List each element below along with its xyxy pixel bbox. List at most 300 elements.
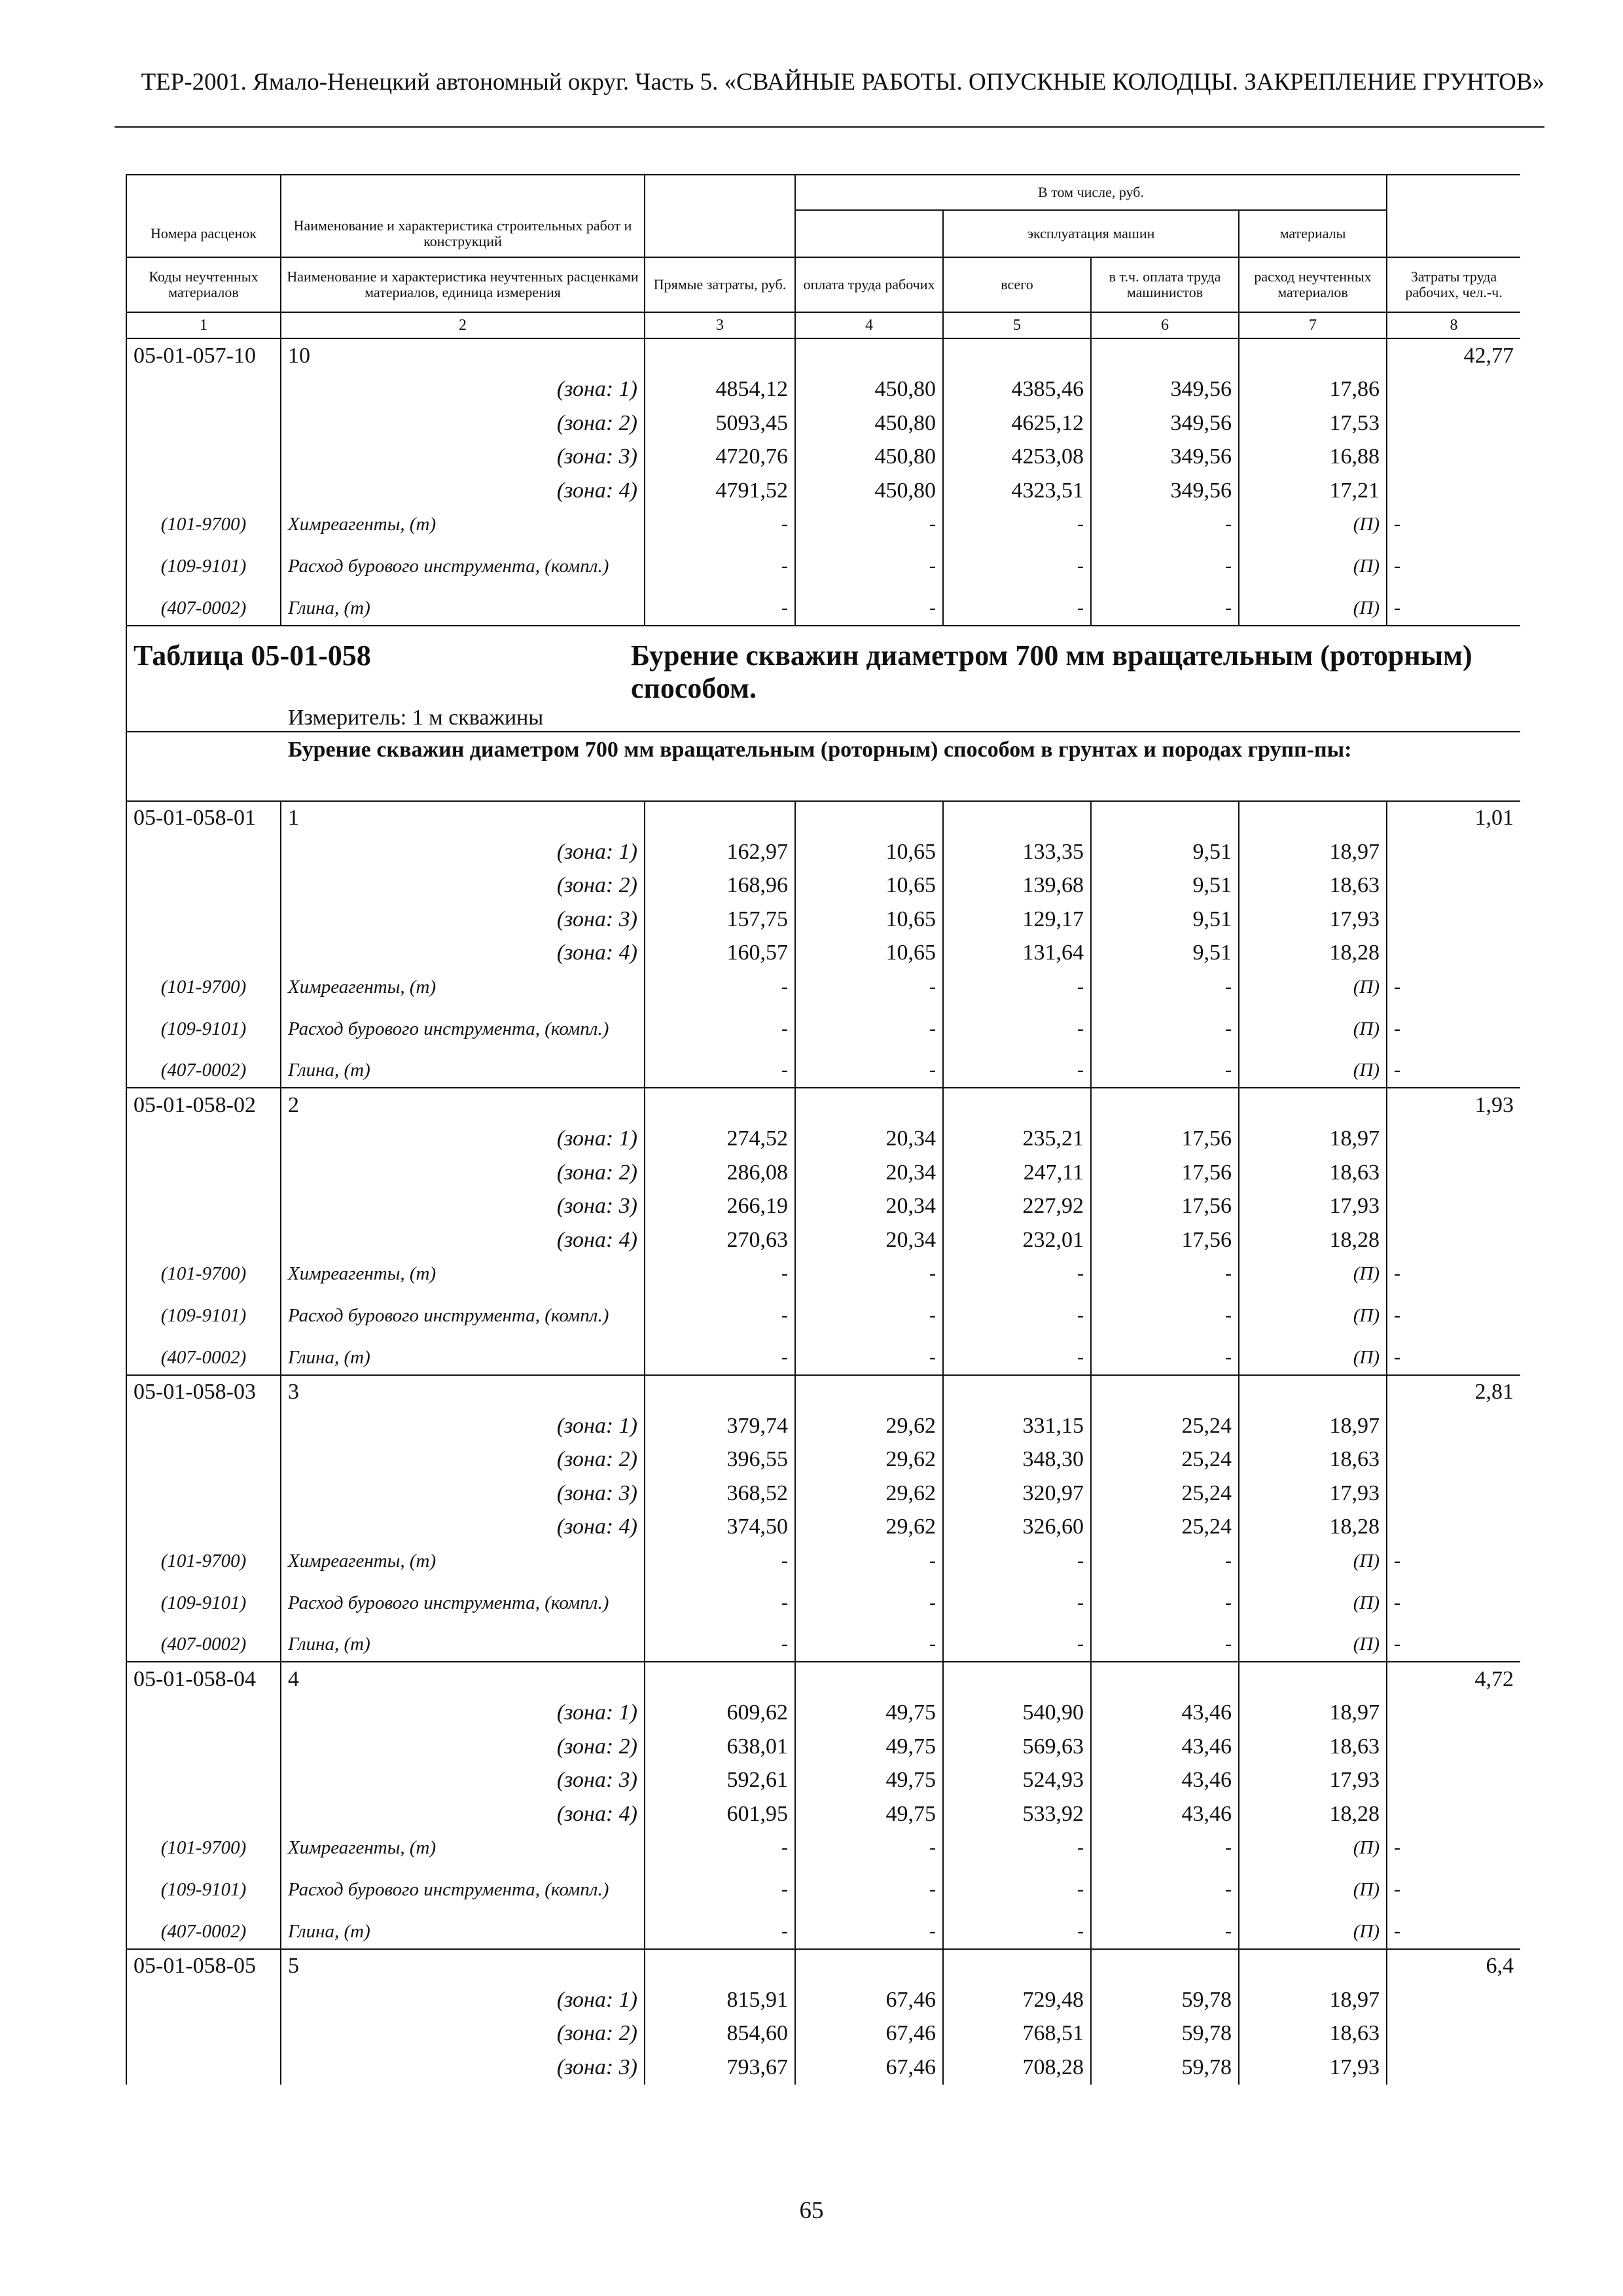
machines-total: 4385,46 (943, 373, 1091, 407)
machines-total: 331,15 (943, 1409, 1091, 1443)
operators-pay: 349,56 (1091, 474, 1239, 508)
dash-cell: - (1387, 1257, 1520, 1291)
dash-cell: - (1091, 970, 1239, 1004)
labor-costs: 42,77 (1387, 338, 1520, 373)
resource-name: Химреагенты, (т) (281, 508, 645, 542)
header-blank (645, 175, 795, 210)
operators-pay: 9,51 (1091, 869, 1239, 903)
empty-cell (126, 2051, 281, 2085)
empty-cell (943, 801, 1091, 836)
workers-pay: 10,65 (795, 835, 943, 869)
soil-group: 4 (281, 1662, 645, 1696)
direct-costs: 270,63 (645, 1223, 795, 1257)
dash-cell: - (1387, 1291, 1520, 1340)
dash-cell: - (943, 541, 1091, 591)
empty-cell (1387, 1477, 1520, 1511)
zone-label: (зона: 2) (281, 869, 645, 903)
resource-code: (109-9101) (126, 1578, 281, 1628)
dash-cell: - (1091, 1831, 1239, 1865)
zone-label: (зона: 1) (281, 373, 645, 407)
materials-cost: 17,93 (1239, 903, 1387, 937)
operators-pay: 59,78 (1091, 1983, 1239, 2017)
empty-cell (795, 801, 943, 836)
operators-pay: 349,56 (1091, 440, 1239, 475)
machines-total: 524,93 (943, 1764, 1091, 1798)
zone-row (126, 474, 1520, 508)
header-machine-operation: эксплуатация машин (943, 210, 1239, 257)
zone-label: (зона: 4) (281, 1511, 645, 1545)
empty-cell (126, 937, 281, 971)
zone-label: (зона: 4) (281, 1223, 645, 1257)
rate-row (126, 1375, 1520, 1410)
dash-cell: - (1091, 1914, 1239, 1949)
dash-cell: - (1387, 1914, 1520, 1949)
rates-page (126, 174, 1520, 2138)
materials-cost: 17,86 (1239, 373, 1387, 407)
materials-cost: 17,93 (1239, 2051, 1387, 2085)
dash-cell: - (795, 1004, 943, 1054)
machines-total: 320,97 (943, 1477, 1091, 1511)
machines-total: 227,92 (943, 1190, 1091, 1224)
soil-group: 10 (281, 338, 645, 373)
empty-cell (1387, 2017, 1520, 2051)
empty-cell (126, 903, 281, 937)
empty-cell (1387, 1156, 1520, 1190)
dash-cell: - (943, 970, 1091, 1004)
zone-label: (зона: 3) (281, 1190, 645, 1224)
dash-cell: - (1091, 1865, 1239, 1914)
resource-code: (407-0002) (126, 1340, 281, 1375)
empty-cell (1387, 1443, 1520, 1477)
materials-cost: 16,88 (1239, 440, 1387, 475)
operators-pay: 43,46 (1091, 1797, 1239, 1831)
zone-label: (зона: 2) (281, 1156, 645, 1190)
empty-cell (126, 1696, 281, 1731)
resource-row (126, 1544, 1520, 1578)
dash-cell: - (1387, 591, 1520, 626)
workers-pay: 10,65 (795, 937, 943, 971)
zone-label: (зона: 1) (281, 1122, 645, 1157)
zone-row (126, 1696, 1520, 1731)
unaccounted-mark: (П) (1239, 1291, 1387, 1340)
rate-code: 05-01-058-05 (126, 1949, 281, 1984)
machines-total: 326,60 (943, 1511, 1091, 1545)
workers-pay: 10,65 (795, 903, 943, 937)
materials-cost: 17,53 (1239, 406, 1387, 440)
header-workers-pay: оплата труда рабочих (795, 257, 943, 312)
direct-costs: 162,97 (645, 835, 795, 869)
resource-name: Химреагенты, (т) (281, 1831, 645, 1865)
zone-row (126, 1156, 1520, 1190)
empty-cell (645, 338, 795, 373)
column-number: 2 (281, 312, 645, 338)
zone-label: (зона: 4) (281, 1797, 645, 1831)
direct-costs: 168,96 (645, 869, 795, 903)
direct-costs: 160,57 (645, 937, 795, 971)
materials-cost: 17,93 (1239, 1190, 1387, 1224)
machines-total: 569,63 (943, 1730, 1091, 1764)
rate-row (126, 338, 1520, 373)
empty-cell (126, 1122, 281, 1157)
empty-cell (126, 1477, 281, 1511)
dash-cell: - (795, 1544, 943, 1578)
dash-cell: - (795, 508, 943, 542)
dash-cell: - (795, 970, 943, 1004)
direct-costs: 4791,52 (645, 474, 795, 508)
empty-cell (1239, 1088, 1387, 1122)
header-materials: материалы (1239, 210, 1387, 257)
dash-cell: - (943, 1257, 1091, 1291)
dash-cell: - (943, 1054, 1091, 1088)
empty-cell (126, 1223, 281, 1257)
resource-code: (101-9700) (126, 1831, 281, 1865)
column-number: 4 (795, 312, 943, 338)
zone-label: (зона: 2) (281, 1730, 645, 1764)
direct-costs: 286,08 (645, 1156, 795, 1190)
zone-label: (зона: 3) (281, 1764, 645, 1798)
empty-cell (795, 1088, 943, 1122)
table-title: Бурение скважин диаметром 700 мм вращательным (роторным) способом. (631, 639, 1472, 704)
header-including-rub: В том числе, руб. (795, 175, 1387, 210)
dash-cell: - (645, 1004, 795, 1054)
dash-cell: - (1091, 1340, 1239, 1375)
dash-cell: - (795, 1340, 943, 1375)
table-label: Таблица 05-01-058 (134, 639, 371, 672)
empty-cell (1387, 440, 1520, 475)
rate-code: 05-01-058-01 (126, 801, 281, 836)
labor-costs: 6,4 (1387, 1949, 1520, 1984)
dash-cell: - (645, 970, 795, 1004)
rate-code: 05-01-058-04 (126, 1662, 281, 1696)
soil-group: 3 (281, 1375, 645, 1410)
materials-cost: 17,93 (1239, 1764, 1387, 1798)
dash-cell: - (943, 508, 1091, 542)
workers-pay: 67,46 (795, 1983, 943, 2017)
empty-cell (126, 406, 281, 440)
rate-row (126, 1088, 1520, 1122)
dash-cell: - (1091, 508, 1239, 542)
zone-row (126, 2017, 1520, 2051)
empty-cell (1387, 903, 1520, 937)
zone-row (126, 1730, 1520, 1764)
unaccounted-mark: (П) (1239, 1578, 1387, 1628)
resource-code: (407-0002) (126, 591, 281, 626)
machines-total: 4625,12 (943, 406, 1091, 440)
rates-table (126, 174, 1520, 2085)
empty-cell (1239, 1375, 1387, 1410)
zone-row (126, 440, 1520, 475)
machines-total: 129,17 (943, 903, 1091, 937)
materials-cost: 18,97 (1239, 1409, 1387, 1443)
empty-cell (126, 1511, 281, 1545)
dash-cell: - (645, 541, 795, 591)
dash-cell: - (1091, 1628, 1239, 1662)
dash-cell: - (1387, 1831, 1520, 1865)
rate-row (126, 801, 1520, 836)
empty-cell (1239, 1662, 1387, 1696)
direct-costs: 638,01 (645, 1730, 795, 1764)
dash-cell: - (645, 1865, 795, 1914)
resource-row (126, 1004, 1520, 1054)
materials-cost: 18,97 (1239, 1983, 1387, 2017)
workers-pay: 450,80 (795, 440, 943, 475)
unaccounted-mark: (П) (1239, 1628, 1387, 1662)
header-unaccounted-name: Наименование и характеристика неучтенных расценками материалов, единица измерения (281, 257, 645, 312)
empty-cell (126, 2017, 281, 2051)
operators-pay: 9,51 (1091, 937, 1239, 971)
dash-cell: - (1091, 1578, 1239, 1628)
zone-label: (зона: 4) (281, 474, 645, 508)
machines-total: 533,92 (943, 1797, 1091, 1831)
direct-costs: 5093,45 (645, 406, 795, 440)
resource-row (126, 1865, 1520, 1914)
soil-group: 5 (281, 1949, 645, 1984)
empty-cell (1091, 1375, 1239, 1410)
direct-costs: 379,74 (645, 1409, 795, 1443)
header-unaccounted-codes: Коды неучтенных материалов (126, 257, 281, 312)
materials-cost: 18,28 (1239, 1797, 1387, 1831)
dash-cell: - (795, 591, 943, 626)
empty-cell (126, 1409, 281, 1443)
materials-cost: 18,97 (1239, 835, 1387, 869)
rate-code: 05-01-057-10 (126, 338, 281, 373)
resource-code: (101-9700) (126, 1257, 281, 1291)
column-number: 6 (1091, 312, 1239, 338)
empty-cell (126, 474, 281, 508)
zone-label: (зона: 4) (281, 937, 645, 971)
empty-cell (126, 1983, 281, 2017)
empty-cell (1091, 338, 1239, 373)
rate-code: 05-01-058-02 (126, 1088, 281, 1122)
empty-cell (943, 338, 1091, 373)
direct-costs: 374,50 (645, 1511, 795, 1545)
resource-name: Химреагенты, (т) (281, 1257, 645, 1291)
empty-cell (1091, 1662, 1239, 1696)
empty-cell (1387, 373, 1520, 407)
resource-name: Расход бурового инструмента, (компл.) (281, 541, 645, 591)
dash-cell: - (1387, 1628, 1520, 1662)
direct-costs: 854,60 (645, 2017, 795, 2051)
header-operators-pay: в т.ч. оплата труда машинистов (1091, 257, 1239, 312)
resource-name: Расход бурового инструмента, (компл.) (281, 1865, 645, 1914)
operators-pay: 59,78 (1091, 2017, 1239, 2051)
page-number: 65 (799, 2197, 824, 2224)
zone-row (126, 1477, 1520, 1511)
direct-costs: 592,61 (645, 1764, 795, 1798)
direct-costs: 157,75 (645, 903, 795, 937)
operators-pay: 17,56 (1091, 1122, 1239, 1157)
direct-costs: 815,91 (645, 1983, 795, 2017)
operators-pay: 9,51 (1091, 903, 1239, 937)
materials-cost: 18,28 (1239, 937, 1387, 971)
empty-cell (1387, 1797, 1520, 1831)
empty-cell (795, 1662, 943, 1696)
resource-name: Глина, (т) (281, 591, 645, 626)
zone-row (126, 2051, 1520, 2085)
empty-cell (943, 1375, 1091, 1410)
running-head: ТЕР-2001. Ямало-Ненецкий автономный округ. Часть 5. «СВАЙНЫЕ РАБОТЫ. ОПУСКНЫЕ КОЛОДЦЫ. ЗАКРЕПЛЕНИЕ ГРУНТОВ» (141, 69, 1544, 96)
resource-name: Химреагенты, (т) (281, 1544, 645, 1578)
materials-cost: 18,63 (1239, 869, 1387, 903)
workers-pay: 49,75 (795, 1696, 943, 1731)
dash-cell: - (943, 1004, 1091, 1054)
machines-total: 729,48 (943, 1983, 1091, 2017)
machines-total: 348,30 (943, 1443, 1091, 1477)
dash-cell: - (795, 1628, 943, 1662)
dash-cell: - (943, 1578, 1091, 1628)
empty-cell (1387, 937, 1520, 971)
machines-total: 131,64 (943, 937, 1091, 971)
table-subheading: Бурение скважин диаметром 700 мм вращательным (роторным) способом в грунтах и породах групп-пы: (288, 737, 1352, 762)
resource-row (126, 1914, 1520, 1949)
resource-code: (101-9700) (126, 508, 281, 542)
machines-total: 232,01 (943, 1223, 1091, 1257)
zone-label: (зона: 1) (281, 1696, 645, 1731)
empty-cell (645, 1662, 795, 1696)
resource-name: Расход бурового инструмента, (компл.) (281, 1291, 645, 1340)
zone-label: (зона: 3) (281, 1477, 645, 1511)
empty-cell (1387, 1190, 1520, 1224)
unaccounted-mark: (П) (1239, 508, 1387, 542)
machines-total: 133,35 (943, 835, 1091, 869)
dash-cell: - (1091, 1544, 1239, 1578)
empty-cell (1387, 1223, 1520, 1257)
empty-cell (645, 1088, 795, 1122)
zone-row (126, 1122, 1520, 1157)
dash-cell: - (645, 1544, 795, 1578)
resource-name: Химреагенты, (т) (281, 970, 645, 1004)
dash-cell: - (943, 1628, 1091, 1662)
empty-cell (1387, 1764, 1520, 1798)
rate-row (126, 1662, 1520, 1696)
operators-pay: 25,24 (1091, 1511, 1239, 1545)
operators-pay: 17,56 (1091, 1223, 1239, 1257)
soil-group: 1 (281, 801, 645, 836)
labor-costs: 1,93 (1387, 1088, 1520, 1122)
empty-cell (1239, 801, 1387, 836)
dash-cell: - (645, 1340, 795, 1375)
workers-pay: 29,62 (795, 1409, 943, 1443)
operators-pay: 9,51 (1091, 835, 1239, 869)
materials-cost: 18,97 (1239, 1122, 1387, 1157)
unaccounted-mark: (П) (1239, 1865, 1387, 1914)
dash-cell: - (943, 1914, 1091, 1949)
direct-costs: 609,62 (645, 1696, 795, 1731)
resource-row (126, 1831, 1520, 1865)
machines-total: 4323,51 (943, 474, 1091, 508)
resource-row (126, 1054, 1520, 1088)
workers-pay: 450,80 (795, 474, 943, 508)
workers-pay: 67,46 (795, 2017, 943, 2051)
empty-cell (126, 373, 281, 407)
resource-name: Расход бурового инструмента, (компл.) (281, 1578, 645, 1628)
unaccounted-mark: (П) (1239, 1054, 1387, 1088)
materials-cost: 18,97 (1239, 1696, 1387, 1731)
operators-pay: 17,56 (1091, 1190, 1239, 1224)
empty-cell (126, 440, 281, 475)
workers-pay: 49,75 (795, 1730, 943, 1764)
resource-code: (101-9700) (126, 1544, 281, 1578)
resource-code: (407-0002) (126, 1054, 281, 1088)
header-rate-numbers: Номера расценок (126, 210, 281, 257)
column-number: 1 (126, 312, 281, 338)
rate-row (126, 1949, 1520, 1984)
resource-name: Расход бурового инструмента, (компл.) (281, 1004, 645, 1054)
workers-pay: 20,34 (795, 1122, 943, 1157)
empty-cell (645, 1949, 795, 1984)
dash-cell: - (1091, 1257, 1239, 1291)
zone-label: (зона: 3) (281, 440, 645, 475)
header-blank (795, 210, 943, 257)
workers-pay: 49,75 (795, 1797, 943, 1831)
zone-label: (зона: 1) (281, 1983, 645, 2017)
dash-cell: - (645, 1291, 795, 1340)
operators-pay: 43,46 (1091, 1730, 1239, 1764)
header-blank (1387, 210, 1520, 257)
empty-cell (1387, 474, 1520, 508)
header-rule (115, 126, 1544, 128)
resource-code: (101-9700) (126, 970, 281, 1004)
header-labor-costs: Затраты труда рабочих, чел.-ч. (1387, 257, 1520, 312)
machines-total: 139,68 (943, 869, 1091, 903)
operators-pay: 43,46 (1091, 1696, 1239, 1731)
column-number: 5 (943, 312, 1091, 338)
materials-cost: 18,63 (1239, 1156, 1387, 1190)
operators-pay: 349,56 (1091, 406, 1239, 440)
empty-cell (1239, 338, 1387, 373)
operators-pay: 43,46 (1091, 1764, 1239, 1798)
resource-row (126, 970, 1520, 1004)
column-number: 3 (645, 312, 795, 338)
resource-row (126, 1340, 1520, 1375)
materials-cost: 17,93 (1239, 1477, 1387, 1511)
machines-total: 540,90 (943, 1696, 1091, 1731)
zone-row (126, 1983, 1520, 2017)
header-total: всего (943, 257, 1091, 312)
unaccounted-mark: (П) (1239, 1004, 1387, 1054)
dash-cell: - (1387, 970, 1520, 1004)
zone-row (126, 1190, 1520, 1224)
direct-costs: 601,95 (645, 1797, 795, 1831)
empty-cell (1387, 406, 1520, 440)
workers-pay: 67,46 (795, 2051, 943, 2085)
empty-cell (1239, 1949, 1387, 1984)
empty-cell (126, 1730, 281, 1764)
dash-cell: - (943, 1831, 1091, 1865)
empty-cell (795, 338, 943, 373)
dash-cell: - (1091, 541, 1239, 591)
dash-cell: - (943, 1340, 1091, 1375)
dash-cell: - (795, 1831, 943, 1865)
dash-cell: - (795, 1257, 943, 1291)
header-blank (1387, 175, 1520, 210)
dash-cell: - (795, 1291, 943, 1340)
header-unaccounted-consumption: расход неучтенных материалов (1239, 257, 1387, 312)
empty-cell (1387, 1983, 1520, 2017)
empty-cell (943, 1662, 1091, 1696)
resource-row (126, 508, 1520, 542)
workers-pay: 20,34 (795, 1223, 943, 1257)
materials-cost: 18,28 (1239, 1223, 1387, 1257)
zone-row (126, 373, 1520, 407)
direct-costs: 368,52 (645, 1477, 795, 1511)
dash-cell: - (645, 1831, 795, 1865)
empty-cell (1387, 869, 1520, 903)
direct-costs: 266,19 (645, 1190, 795, 1224)
empty-cell (1387, 1730, 1520, 1764)
materials-cost: 18,63 (1239, 1730, 1387, 1764)
workers-pay: 10,65 (795, 869, 943, 903)
